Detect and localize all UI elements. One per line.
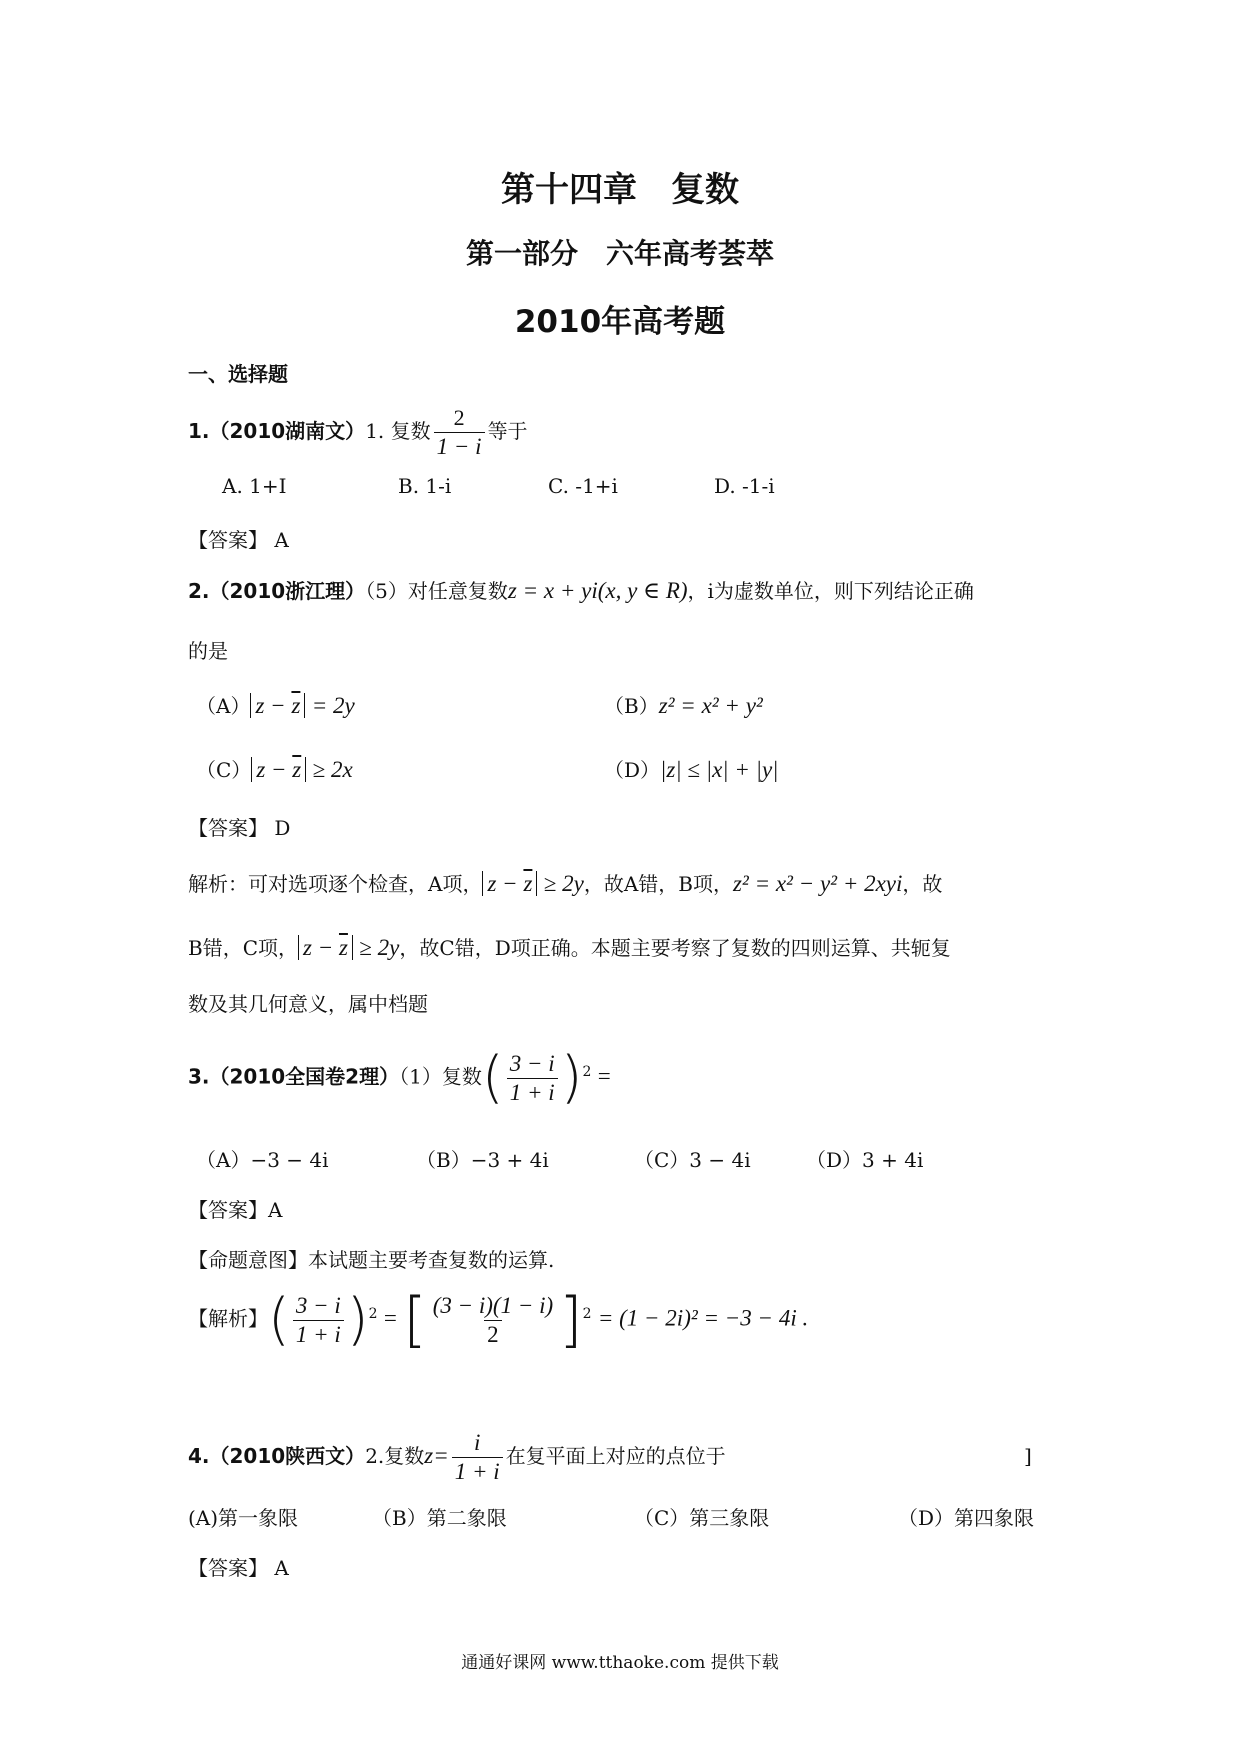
q4-answer: 【答案】 A [188,1556,289,1580]
q1-option-a: A. 1+I [222,474,287,498]
q2-math: z = x + yi(x, y ∈ R) [507,578,688,603]
question-1 [188,405,528,460]
q1-option-d: D. -1-i [714,474,775,498]
q1-stem-prefix: 1. 复数 [365,419,431,443]
q4-option-d: （D）第四象限 [898,1506,1035,1530]
q3-explanation: 【解析】( $\frac{3 - i}{1 + i}$ )$^2$ = [ $\frac{(3 - i)(1 - i)}{2}$ ]$^2$ = (1 − 2i)² = −3 − 4i . [188,1285,809,1355]
q3-label: 3.（2010全国卷2理） [188,1064,400,1089]
q2-explanation-line3: 数及其几何意义，属中档题 [188,992,428,1016]
q1-option-c: C. -1+i [548,474,618,498]
q3-fraction: $\frac{3 - i}{1 + i}$ [507,1051,558,1106]
q4-option-b: （B）第二象限 [372,1506,507,1530]
q3-option-a: （A）−3 − 4i [196,1148,329,1172]
q2-option-c: （C） $z - \overline{z} \ge 2x$ [196,757,353,782]
q3-option-b: （B）−3 + 4i [416,1148,549,1172]
question-4: 4.（2010陕西文）2.复数z= $\frac{i}{1 + i}$ 在复平面上对应的点位于 [188,1430,726,1484]
q2-stem-cont: 的是 [188,639,228,663]
q3-option-d: （D）3 + 4i [806,1148,924,1172]
q4-fraction: $\frac{i}{1 + i}$ [452,1430,503,1485]
q4-label: 4.（2010陕西文） [188,1444,366,1468]
section-heading: 一、选择题 [188,362,288,386]
q2-explanation-line2: B错，C项， $z - \overline{z} \ge 2y$，故C错，D项正确。本题主要考察了复数的四则运算、共轭复 [188,935,951,960]
year-title: 2010年高考题 [514,304,726,340]
question-2: 2.（2010浙江理）（5）对任意复数z = x + yi(x, y ∈ R)，i为虚数单位，则下列结论正确 [188,578,974,603]
q2-answer: 【答案】 D [188,816,291,840]
q3-answer: 【答案】A [188,1198,283,1222]
q4-option-a: (A)第一象限 [188,1506,299,1530]
q4-option-c: （C）第三象限 [634,1506,770,1530]
q3-option-c: （C）3 − 4i [634,1148,751,1172]
q4-bracket: ] [1024,1444,1032,1468]
q1-fraction: $\frac{2}{1 - i}$ [434,405,485,460]
q2-option-b: （B）z² = x² + y² [604,693,763,718]
q2-explanation-line1: 解析：可对选项逐个检查，A项， $z - \overline{z} \ge 2y$，故A错，B项，z² = x² − y² + 2xyi，故 [188,871,943,896]
chapter-title: 第十四章 复数 [501,170,739,210]
q2-label: 2.（2010浙江理） [188,579,366,603]
part-title: 第一部分 六年高考荟萃 [465,237,774,270]
q1-label: 1.（2010湖南文） [188,419,366,443]
q1-option-b: B. 1-i [398,474,452,498]
q1-answer: 【答案】 A [188,528,289,552]
q2-option-a: （A） $z - \overline{z} = 2y$ [196,693,355,718]
q1-stem-suffix: 等于 [487,419,528,443]
footer: 通通好课网 www.tthaoke.com 提供下载 [461,1653,779,1673]
question-3: 3.（2010全国卷2理）（1）复数( $\frac{3 - i}{1 + i}$ )$^2$ = [188,1045,611,1110]
q2-option-d: （D）|z| ≤ |x| + |y| [604,757,779,782]
q3-intent: 【命题意图】本试题主要考查复数的运算. [188,1248,555,1272]
